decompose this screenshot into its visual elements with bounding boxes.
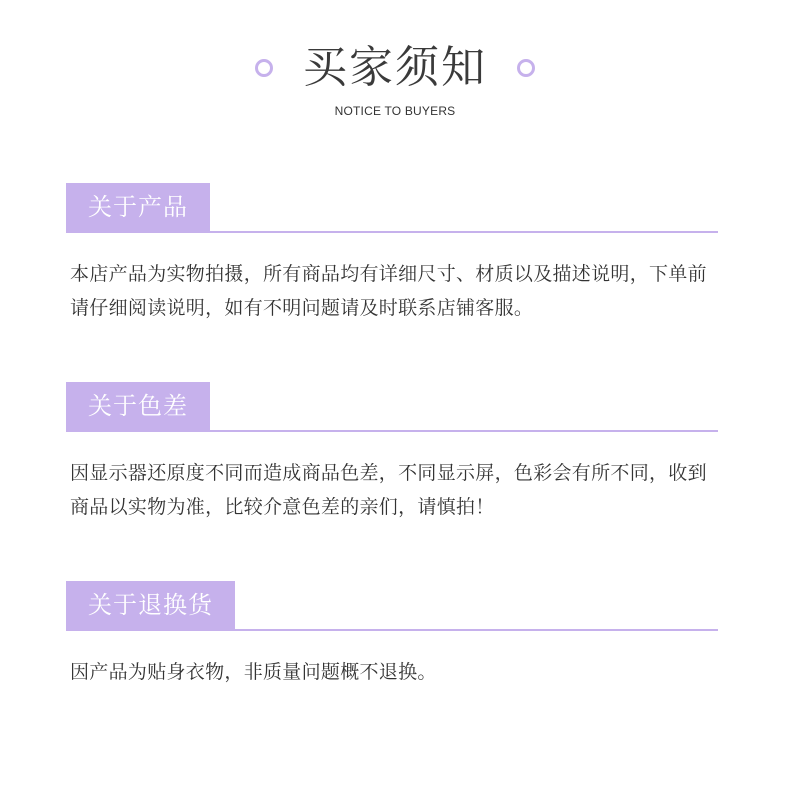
section-body: 因显示器还原度不同而造成商品色差，不同显示屏，色彩会有所不同，收到商品以实物为准，比较介意色差的亲们，请慎拍！ xyxy=(70,462,707,518)
section-heading xyxy=(66,581,718,631)
section-about-returns xyxy=(66,581,718,689)
section-body: 本店产品为实物拍摄，所有商品均有详细尺寸、材质以及描述说明，下单前请仔细阅读说明，如有不明问题请及时联系店铺客服。 xyxy=(70,263,707,319)
section-heading xyxy=(66,183,718,233)
section-about-product xyxy=(66,183,718,325)
section-divider xyxy=(66,629,718,631)
section-tag: 关于退换货 xyxy=(66,581,235,629)
left-ring-icon xyxy=(255,59,273,77)
page-subtitle: NOTICE TO BUYERS xyxy=(334,104,456,118)
right-ring-icon xyxy=(517,59,535,77)
section-tag: 关于色差 xyxy=(66,382,210,430)
notice-header xyxy=(0,30,790,120)
section-body: 因产品为贴身衣物，非质量问题概不退换。 xyxy=(70,661,437,683)
section-heading xyxy=(66,382,718,432)
section-divider xyxy=(66,430,718,432)
section-divider xyxy=(66,231,718,233)
section-about-color xyxy=(66,382,718,524)
page-title: 买家须知 xyxy=(303,42,487,93)
title-row xyxy=(0,38,790,98)
section-tag: 关于产品 xyxy=(66,183,210,231)
